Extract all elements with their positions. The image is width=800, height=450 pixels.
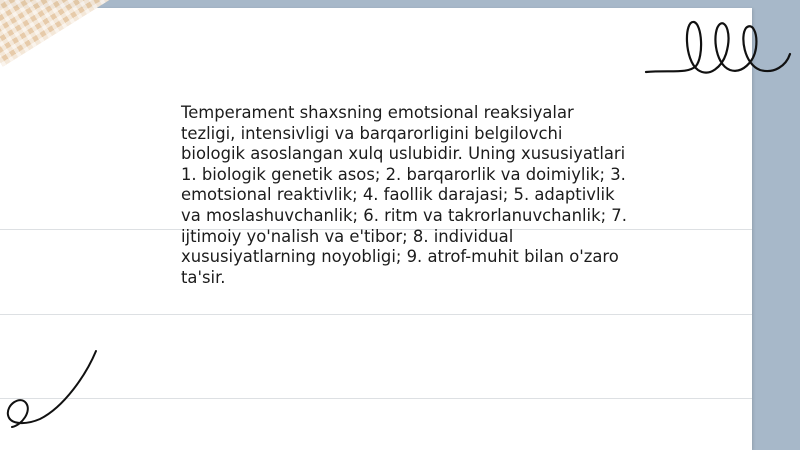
ruled-line bbox=[0, 398, 752, 399]
gingham-tape-icon bbox=[0, 0, 249, 67]
ruled-line bbox=[0, 314, 752, 315]
loop-scribble-icon bbox=[640, 14, 800, 84]
body-text: Temperament shaxsning emotsional reaksiyalar tezligi, intensivligi va barqarorligini belgilovchi biologik asoslangan xulq uslubidir. Uning xususiyatlari 1. biologik genetik asos; 2. barqarorlik va doimiylik; 3. emotsional reaktivlik; 4. faollik darajasi; 5. adaptivlik va moslashuvchanlik; 6. ritm va takrorlanuvchanlik; 7. ijtimoiy yo'nalish va e'tibor; 8. individual xususiyatlarning noyobligi; 9. atrof-muhit bilan o'zaro ta'sir. bbox=[181, 103, 627, 287]
curl-scribble-icon bbox=[0, 345, 110, 435]
